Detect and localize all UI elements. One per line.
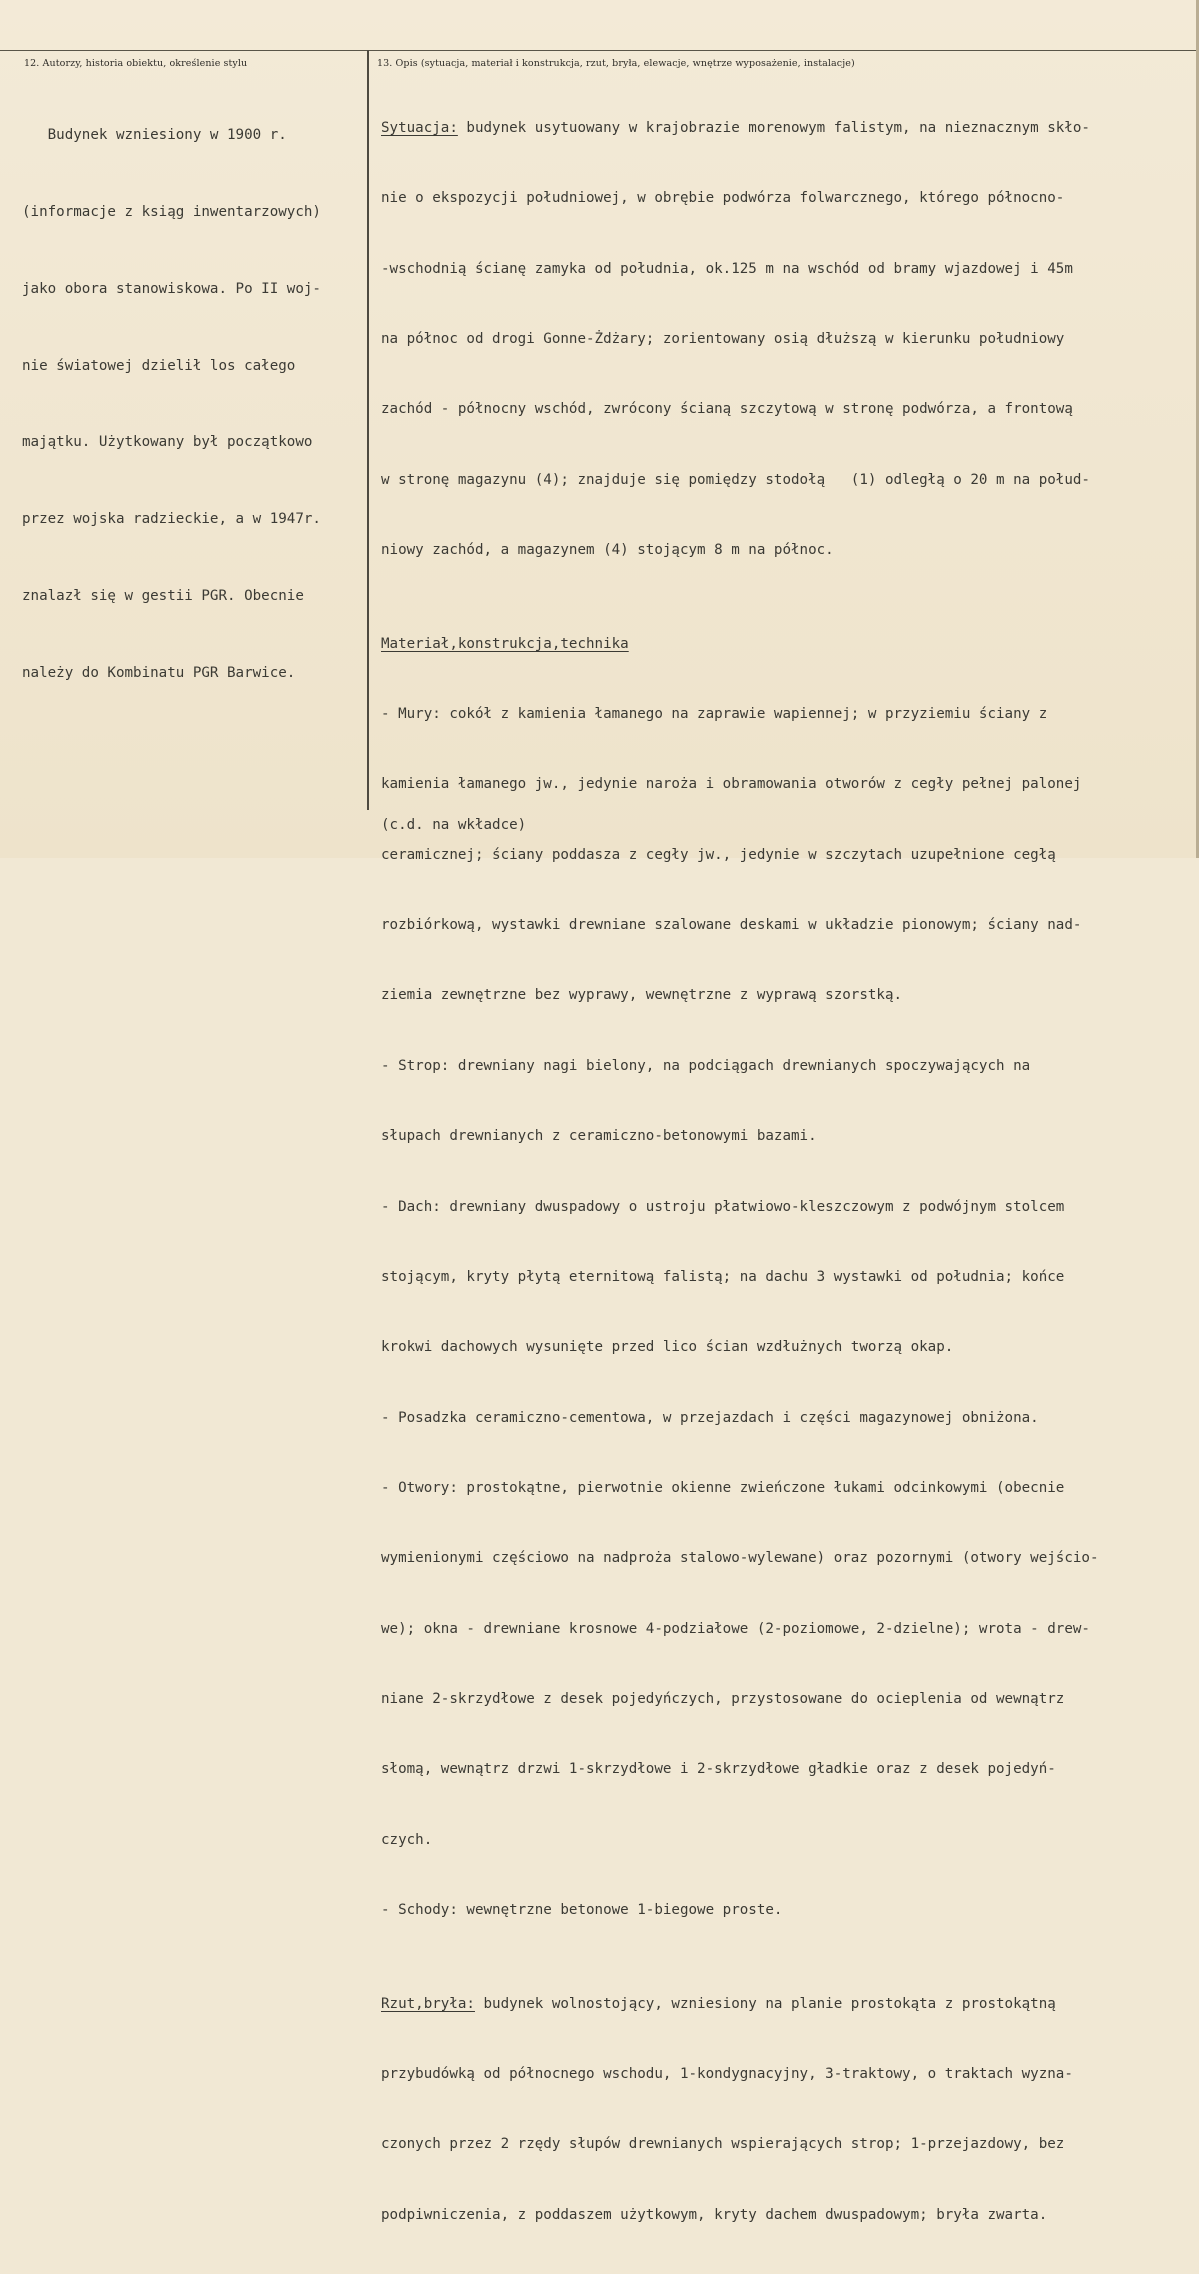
history-line: przez wojska radzieckie, a w 1947r. (22, 511, 321, 528)
history-text (22, 72, 362, 737)
column-divider (367, 50, 369, 810)
section-12-header: 12. Autorzy, historia obiektu, określenie stylu (24, 58, 248, 69)
top-rule (0, 50, 1199, 51)
rzut-heading: Rzut,bryła: (381, 1995, 475, 2012)
sytuacja-first-line: budynek usytuowany w krajobrazie morenowym falistym, na nieznacznym skło- (457, 119, 1090, 136)
rzut-first-line: budynek wolnostojący, wzniesiony na planie prostokąta z prostokątną (474, 1995, 1056, 2012)
description-line: -wschodnią ścianę zamyka od południa, ok.125 m na wschód od bramy wjazdowej i 45m (381, 260, 1073, 277)
description-line: zachód - północny wschód, zwrócony ścianą szczytową w stronę podwórza, a frontową (381, 401, 1073, 418)
description-line: słupach drewnianych z ceramiczno-betonowymi bazami. (381, 1128, 817, 1145)
description-line: ceramicznej; ściany poddasza z cegły jw., jedynie w szczytach uzupełnione cegłą (381, 846, 1056, 863)
description-line: słomą, wewnątrz drzwi 1-skrzydłowe i 2-skrzydłowe gładkie oraz z desek pojedyń- (381, 1761, 1056, 1778)
description-line: we); okna - drewniane krosnowe 4-podziałowe (2-poziomowe, 2-dzielne); wrota - drew- (381, 1620, 1090, 1637)
material-heading: Materiał,konstrukcja,technika (381, 635, 629, 652)
continuation-note: (c.d. na wkładce) (381, 817, 527, 833)
history-line: Budynek wzniesiony w 1900 r. (22, 127, 287, 144)
history-line: majątku. Użytkowany był początkowo (22, 434, 313, 451)
history-line: (informacje z ksiąg inwentarzowych) (22, 203, 321, 220)
section-13-header: 13. Opis (sytuacja, materiał i konstrukcja, rzut, bryła, elewacje, wnętrze wyposażenie, instalacje) (377, 58, 855, 69)
description-line: niowy zachód, a magazynem (4) stojącym 8 m na północ. (381, 541, 834, 558)
history-line: należy do Kombinatu PGR Barwice. (22, 664, 296, 681)
description-line: niane 2-skrzydłowe z desek pojedyńczych, przystosowane do ocieplenia od wewnątrz (381, 1690, 1065, 1707)
description-line (381, 633, 1193, 656)
description-line: - Mury: cokół z kamienia łamanego na zaprawie wapiennej; w przyziemiu ściany z (381, 706, 1048, 723)
description-line: nie o ekspozycji południowej, w obrębie podwórza folwarcznego, którego północno- (381, 190, 1065, 207)
description-line: krokwi dachowych wysunięte przed lico ścian wzdłużnych tworzą okap. (381, 1339, 954, 1356)
description-line: stojącym, kryty płytą eternitową falistą; na dachu 3 wystawki od południa; końce (381, 1268, 1065, 1285)
description-line: - Posadzka ceramiczno-cementowa, w przejazdach i części magazynowej obniżona. (381, 1409, 1039, 1426)
description-text (381, 70, 1193, 2274)
description-line: przybudówką od północnego wschodu, 1-kondygnacyjny, 3-traktowy, o traktach wyzna- (381, 2066, 1073, 2083)
description-line (381, 117, 1193, 140)
description-line: - Strop: drewniany nagi bielony, na podciągach drewnianych spoczywających na (381, 1057, 1031, 1074)
description-line: czych. (381, 1831, 433, 1848)
description-line: czonych przez 2 rzędy słupów drewnianych wspierających strop; 1-przejazdowy, bez (381, 2136, 1065, 2153)
history-line: jako obora stanowiskowa. Po II woj- (22, 280, 321, 297)
description-line: wymienionymi częściowo na nadproża stalowo-wylewane) oraz pozornymi (otwory wejścio- (381, 1550, 1099, 1567)
history-line: nie światowej dzielił los całego (22, 357, 296, 374)
description-line: rozbiórkową, wystawki drewniane szalowane deskami w układzie pionowym; ściany nad- (381, 917, 1082, 934)
description-line: - Otwory: prostokątne, pierwotnie okienne zwieńczone łukami odcinkowymi (obecnie (381, 1479, 1065, 1496)
description-line: w stronę magazynu (4); znajduje się pomiędzy stodołą (1) odległą o 20 m na połud- (381, 471, 1090, 488)
description-line: podpiwniczenia, z poddaszem użytkowym, kryty dachem dwuspadowym; bryła zwarta. (381, 2206, 1048, 2223)
description-line: - Dach: drewniany dwuspadowy o ustroju płatwiowo-kleszczowym z podwójnym stolcem (381, 1198, 1065, 1215)
description-line: - Schody: wewnętrzne betonowe 1-biegowe proste. (381, 1901, 783, 1918)
description-line (381, 1993, 1193, 2016)
description-line: na północ od drogi Gonne-Żdżary; zorientowany osią dłuższą w kierunku południowy (381, 330, 1065, 347)
sytuacja-heading: Sytuacja: (381, 119, 458, 136)
description-line: ziemia zewnętrzne bez wyprawy, wewnętrzne z wyprawą szorstką. (381, 987, 903, 1004)
description-line: kamienia łamanego jw., jedynie naroża i obramowania otworów z cegły pełnej palonej (381, 776, 1082, 793)
history-line: znalazł się w gestii PGR. Obecnie (22, 587, 304, 604)
